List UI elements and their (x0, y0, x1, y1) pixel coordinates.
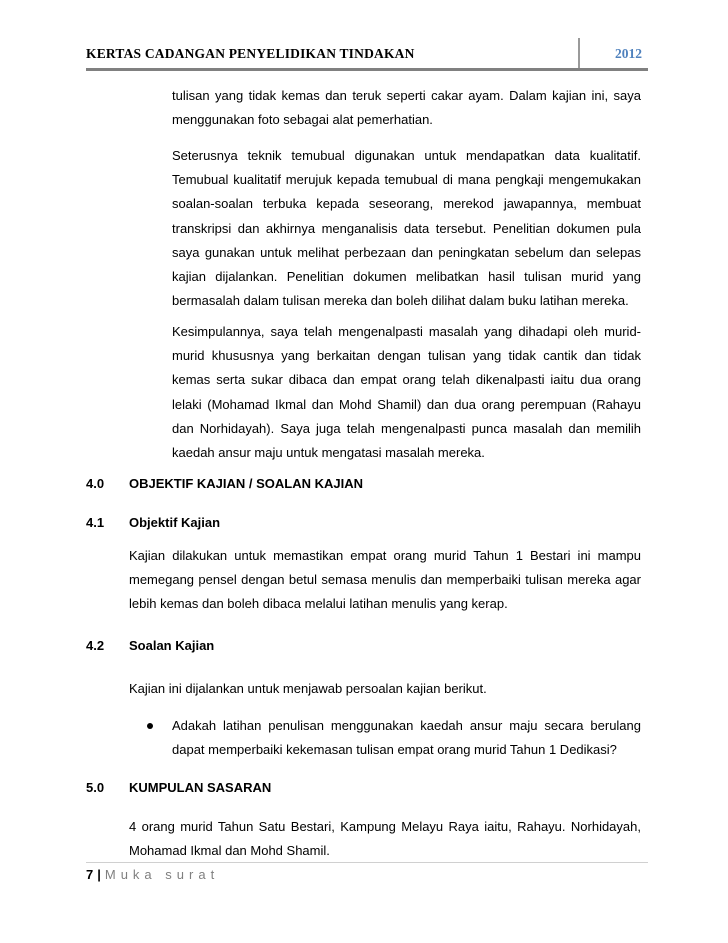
section-title: KUMPULAN SASARAN (129, 780, 272, 795)
footer-rule (86, 862, 648, 863)
paragraph-objektif: Kajian dilakukan untuk memastikan empat orang murid Tahun 1 Bestari ini mampu memegang pensel dengan betul semasa menulis dan memperbaiki tulisan mereka agar lebih kemas dan boleh dibaca melalui latihan menulis yang kerap. (129, 548, 641, 612)
bullet-icon (147, 723, 153, 729)
paragraph-kesimpulan: Kesimpulannya, saya telah mengenalpasti masalah yang dihadapi oleh murid-murid khususnya yang berkaitan dengan tulisan yang tidak cantik dan tidak kemas serta sukar dibaca dan empat orang telah dikenalpasti iaitu dua orang lelaki (Mohamad Ikmal dan Mohd Shamil) dan dua orang perempuan (Rahayu dan Norhidayah). Saya juga telah mengenalpasti punca masalah dan memilih kaedah ansur maju untuk mengatasi masalah mereka. (172, 324, 641, 461)
header-divider (578, 38, 580, 68)
page-label: Muka surat (104, 867, 220, 882)
paragraph-soalan-intro: Kajian ini dijalankan untuk menjawab persoalan kajian berikut. (129, 681, 487, 696)
header-rule (86, 68, 648, 71)
section-number: 4.0 (86, 476, 105, 491)
paragraph-sasaran: 4 orang murid Tahun Satu Bestari, Kampung Melayu Raya iaitu, Rahayu. Norhidayah, Mohamad Ikmal dan Mohd Shamil. (129, 819, 641, 859)
paragraph-continued: tulisan yang tidak kemas dan teruk seperti cakar ayam. Dalam kajian ini, saya menggunakan foto sebagai alat pemerhatian. (172, 88, 641, 128)
document-title: KERTAS CADANGAN PENYELIDIKAN TINDAKAN (86, 46, 415, 61)
page-header (86, 38, 648, 70)
section-number: 5.0 (86, 780, 105, 795)
section-title: OBJEKTIF KAJIAN / SOALAN KAJIAN (129, 476, 364, 491)
bullet-item-soalan: Adakah latihan penulisan menggunakan kaedah ansur maju secara berulang dapat memperbaiki kekemasan tulisan empat orang murid Tahun 1 Dedikasi? (172, 718, 641, 758)
footer-separator: | (97, 867, 101, 882)
section-title: Soalan Kajian (129, 638, 215, 653)
section-number: 4.2 (86, 638, 105, 653)
section-title: Objektif Kajian (129, 515, 221, 530)
page-number: 7 (86, 867, 94, 882)
section-number: 4.1 (86, 515, 105, 530)
page-footer (86, 867, 219, 882)
paragraph-temubual: Seterusnya teknik temubual digunakan untuk mendapatkan data kualitatif. Temubual kualitatif merujuk kepada temubual di mana pengkaji mengemukakan soalan-soalan terbuka kepada seseorang, merekod jawapannya, membuat transkripsi dan akhirnya menganalisis data tersebut. Penelitian dokumen pula saya gunakan untuk melihat perbezaan dan peningkatan sebelum dan selepas kajian dijalankan. Penelitian dokumen melibatkan hasil tulisan murid yang bermasalah dalam tulisan mereka dan boleh dilihat dalam buku latihan mereka. (172, 148, 641, 309)
document-year: 2012 (615, 46, 642, 61)
